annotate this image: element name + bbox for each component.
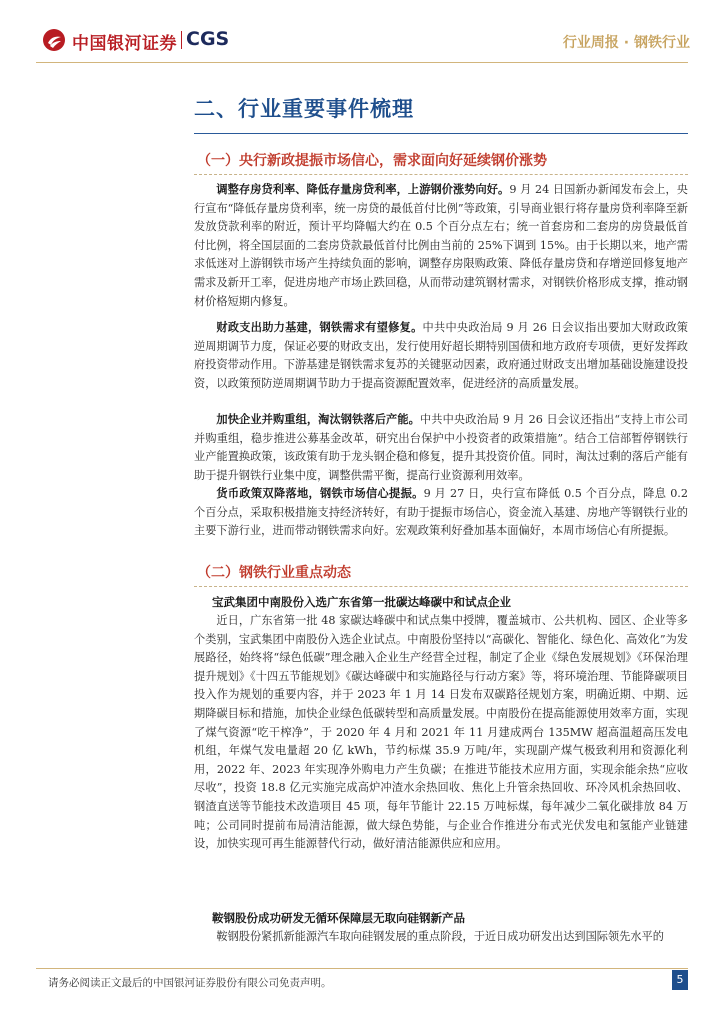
footer-divider: [36, 968, 688, 969]
page-header: [0, 0, 724, 70]
news-item-2-title: 鞍钢股份成功研发无循环保障层无取向硅钢新产品: [212, 911, 465, 925]
subsection-2-title: （二）钢铁行业重点动态: [197, 565, 351, 581]
subsection-2-rule: [194, 586, 688, 587]
paragraph-2-lead: 财政支出助力基建，钢铁需求有望修复。: [216, 320, 423, 334]
paragraph-3-lead: 加快企业并购重组，淘汰钢铁落后产能。: [216, 412, 420, 426]
section-title-rule: [194, 133, 688, 134]
paragraph-1: [194, 180, 688, 311]
news-item-2-text: 鞍钢股份紧抓新能源汽车取向硅钢发展的重点阶段，于近日成功研发出达到国际领先水平的: [216, 930, 664, 943]
news-item-1-title: 宝武集团中南股份入选广东省第一批碳达峰碳中和试点企业: [212, 595, 511, 609]
paragraph-4: [194, 484, 688, 541]
report-label: 行业周报 · 钢铁行业: [562, 35, 690, 51]
paragraph-3-text: 中共中央政治局 9 月 26 日会议还指出“支持上市公司并购重组，稳步推进公募基金改革，研究出台保护中小投资者的政策措施”。结合工信部暂停钢铁行业产能置换政策，该政策有助于龙头钢企稳和修复，提升其投资价值。同时，淘汰过剩的落后产能有助于提升钢铁行业集中度，调整供需平衡，提高行业资源利用效率。: [194, 413, 688, 482]
subsection-1-rule: [194, 174, 688, 175]
paragraph-2-text: 中共中央政治局 9 月 26 日会议指出要加大财政政策逆周期调节力度，保证必要的财政支出，发行使用好超长期特别国债和地方政府专项债，更好发挥政府投资带动作用。下游基建是钢铁需求复苏的关键驱动因素，政府通过财政支出增加基础设施建设投资，以政策预防逆周期调节助力于提高资源配置效率，促进经济的高质量发展。: [194, 321, 688, 390]
news-item-1-text: 近日，广东省第一批 48 家碳达峰碳中和试点集中授牌，覆盖城市、公共机构、园区、企业等多个类别，宝武集团中南股份入选企业试点。中南股份坚持以“高碳化、智能化、绿色化、高效化”为发展路径，始终将“绿色低碳”理念融入企业生产经营全过程，制定了企业《绿色发展规划》《环保治理提升规划》《十四五节能规划》《碳达峰碳中和实施路径与行动方案》等，将环境治理、节能降碳项目投入作为规划的重要内容，并于 2023 年 1 月 14 日发布双碳路径规划方案，明确近期、中期、远期降碳目标和措施，加快企业绿色低碳转型和高质量发展。中南股份在提高能源使用效率方面，实现了煤气资源“吃干榨净”，于 2020 年 4 月和 2021 年 11 月建成两台 135MW 超高温超高压发电机组，年煤气发电量超 20 亿 kWh，节约标煤 35.9 万吨/年，实现副产煤气极致利用和资源化利用，2022 年、2023 年实现净外购电力产生负碳；在推进节能技术应用方面，实现余能余热“应收尽收”，投资 18.8 亿元实施完成高炉冲渣水余热回收、焦化上升管余热回收、环冷风机余热回收、钢渣直送等节能技术改造项目 45 项，每年节能计 22.15 万吨标煤，每年减少二氧化碳排放 84 万吨；公司同时提前布局清洁能源，做大绿色势能，与企业合作推进分布式光伏发电和氢能产业链建设，加快实现可再生能源替代行动，做好清洁能源供应和应用。: [194, 614, 688, 851]
page-number: 5: [672, 970, 688, 990]
brand-name-en: CGS: [186, 28, 230, 50]
header-divider: [36, 62, 688, 63]
brand-divider: [181, 31, 182, 49]
section-title: 二、行业重要事件梳理: [194, 97, 414, 121]
paragraph-2: [194, 318, 688, 393]
paragraph-1-lead: 调整存房贷利率、降低存量房贷利率，上游钢价涨势向好。: [216, 182, 510, 196]
cgs-flame-logo-icon: [42, 28, 66, 52]
paragraph-1-text: 9 月 24 日国新办新闻发布会上，央行宣布“降低存量房贷利率，统一房贷的最低首付比例”等政策，引导商业银行将存量房贷利率降至新发放贷款利率的附近，预计平均降幅大约在 0.5 个百分点左右；统一首套房和二套房的房贷最低首付比例，将全国层面的二套房贷款最低首付比例由当前的 25%下调到 15%。由于长期以来，地产需求低迷对上游钢铁市场产生持续负面的影响，调整存房限购政策、降低存量房贷和存增逆回修复地产需求及新开工率，促进房地产市场止跌回稳，从而带动建筑钢材需求，对钢铁价格形成支撑，推动钢材价格短期内修复。: [194, 183, 688, 308]
brand-name-cn: 中国银河证券: [72, 34, 177, 54]
paragraph-3: [194, 410, 688, 485]
paragraph-4-lead: 货币政策双降落地，钢铁市场信心提振。: [216, 486, 424, 500]
subsection-1-title: （一）央行新政提振市场信心，需求面向好延续钢价涨势: [197, 153, 547, 169]
disclaimer-note: 请务必阅读正文最后的中国银河证券股份有限公司免责声明。: [48, 977, 332, 989]
paragraph-4-text: 9 月 27 日，央行宣布降低 0.5 个百分点，降息 0.2 个百分点，采取积极措施支持经济转好，有助于提振市场信心，资金流入基建、房地产等钢铁行业的主要下游行业，进而带动钢铁需求向好。宏观政策利好叠加基本面偏好，本周市场信心有所提振。: [194, 487, 688, 538]
